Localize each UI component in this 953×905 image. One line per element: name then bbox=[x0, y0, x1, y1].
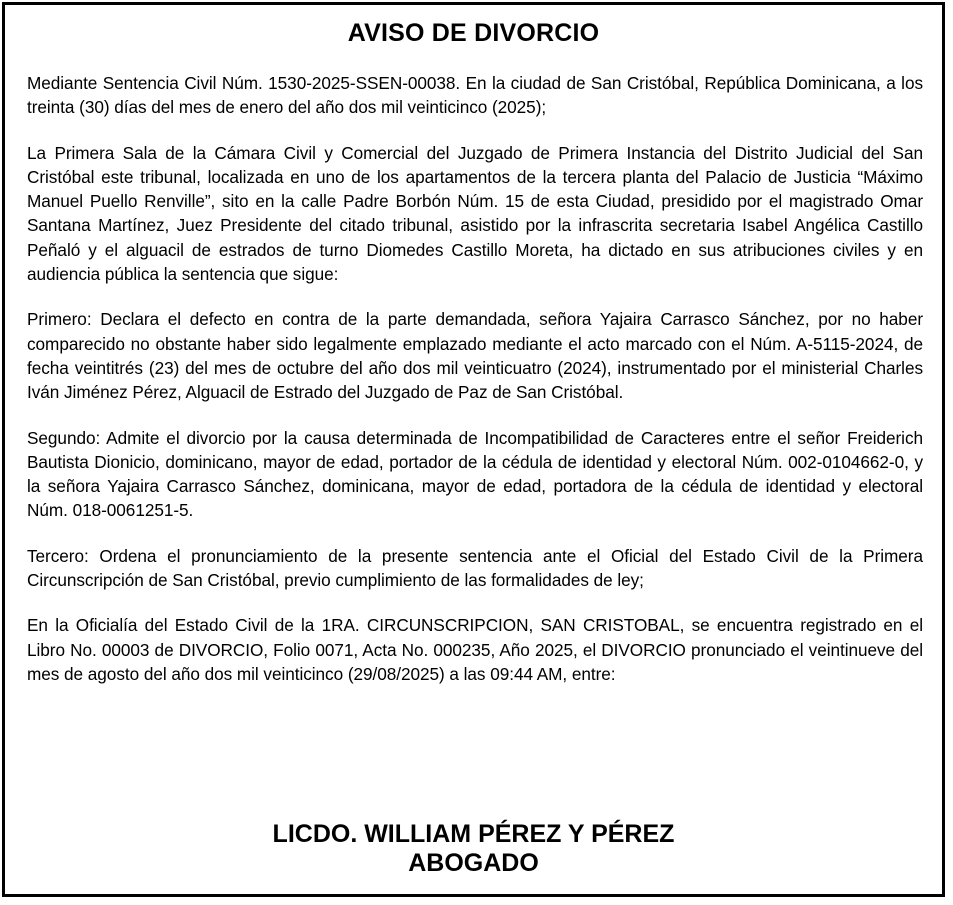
paragraph-registro: En la Oficialía del Estado Civil de la 1RA. CIRCUNSCRIPCION, SAN CRISTOBAL, se encuentra registrado en el Libro No. 00003 de DIVORCIO, Folio 0071, Acta No. 000235, Año 2025, el DIVORCIO pronunciado el veintinueve del mes de agosto del año dos mil veinticinco (29/08/2025) a las 09:44 AM, entre: bbox=[27, 615, 923, 684]
divorce-notice bbox=[2, 2, 945, 897]
paragraph-sentencia: Mediante Sentencia Civil Núm. 1530-2025-SSEN-00038. En la ciudad de San Cristóbal, República Dominicana, a los treinta (30) días del mes de enero del año dos mil veinticinco (2025); bbox=[27, 73, 923, 118]
paragraph-primero: Primero: Declara el defecto en contra de la parte demandada, señora Yajaira Carrasco Sánchez, por no haber comparecido no obstante haber sido legalmente emplazado mediante el acto marcado con el Núm. A-5115-2024, de fecha veintitrés (23) del mes de octubre del año dos mil veinticuatro (2024), instrumentado por el ministerial Charles Iván Jiménez Pérez, Alguacil de Estrado del Juzgado de Paz de San Cristóbal. bbox=[27, 309, 923, 403]
notice-body bbox=[27, 71, 923, 707]
paragraph-tribunal: La Primera Sala de la Cámara Civil y Comercial del Juzgado de Primera Instancia del Distrito Judicial del San Cristóbal este tribunal, localizada en uno de los apartamentos de la tercera planta del Palacio de Justicia “Máximo Manuel Puello Renville”, sito en la calle Padre Borbón Núm. 15 de esta Ciudad, presidido por el magistrado Omar Santana Martínez, Juez Presidente del citado tribunal, asistido por la infrascrita secretaria Isabel Angélica Castillo Peñaló y el alguacil de estrados de turno Diomedes Castillo Moreta, ha dictado en sus atribuciones civiles y en audiencia pública la sentencia que sigue: bbox=[27, 142, 923, 285]
paragraph-segundo: Segundo: Admite el divorcio por la causa determinada de Incompatibilidad de Caracteres entre el señor Freiderich Bautista Dionicio, dominicano, mayor de edad, portador de la cédula de identidad y electoral Núm. 002-0104662-0, y la señora Yajaira Carrasco Sánchez, dominicana, mayor de edad, portadora de la cédula de identidad y electoral Núm. 018-0061251-5. bbox=[27, 427, 923, 521]
notice-title: AVISO DE DIVORCIO bbox=[347, 19, 600, 47]
signature-role: ABOGADO bbox=[408, 849, 539, 877]
signature-name: LICDO. WILLIAM PÉREZ Y PÉREZ bbox=[272, 820, 675, 848]
signature-block bbox=[5, 820, 942, 878]
paragraph-tercero: Tercero: Ordena el pronunciamiento de la presente sentencia ante el Oficial del Estado Civil de la Primera Circunscripción de San Cristóbal, previo cumplimiento de las formalidades de ley; bbox=[27, 545, 923, 591]
